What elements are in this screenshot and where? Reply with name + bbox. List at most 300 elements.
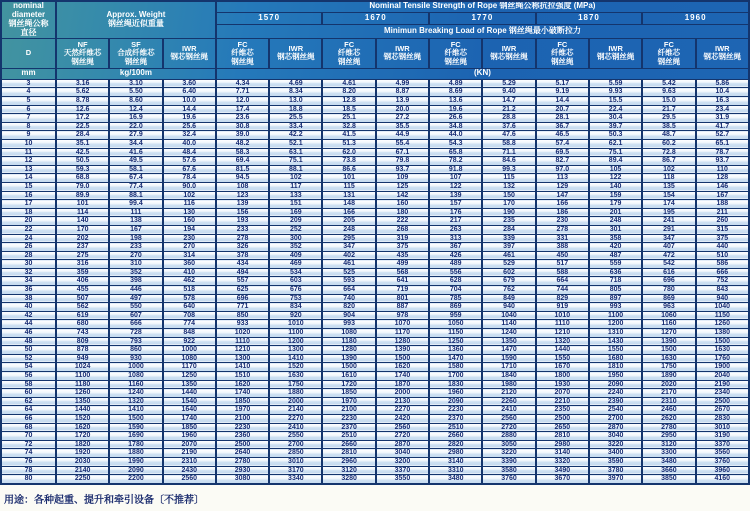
diameter-cell: 26 [1, 243, 56, 252]
breaking-load-cell: 99.3 [482, 165, 535, 174]
fc-abbr: FC [450, 39, 461, 49]
breaking-load-cell: 602 [482, 268, 535, 277]
weight-cell: 2030 [56, 457, 109, 466]
diameter-cell: 70 [1, 432, 56, 441]
breaking-load-cell: 3010 [269, 457, 322, 466]
weight-cell: 67.6 [163, 165, 216, 174]
weight-cell: 99.4 [109, 200, 162, 209]
spec-row [1, 174, 749, 183]
weight-cell: 809 [56, 337, 109, 346]
weight-cell: 12.4 [109, 105, 162, 114]
breaking-load-cell: 753 [269, 294, 322, 303]
breaking-load-cell: 2420 [376, 414, 429, 423]
weight-cell: 1024 [56, 363, 109, 372]
breaking-load-cell: 2410 [482, 406, 535, 415]
weight-header-en: Approx. Weight [106, 9, 166, 19]
weight-cell: 198 [109, 234, 162, 243]
breaking-load-cell: 3200 [376, 457, 429, 466]
col-header-fc-1770 [429, 38, 482, 68]
breaking-load-cell: 50.3 [589, 131, 642, 140]
breaking-load-cell: 20.7 [536, 105, 589, 114]
breaking-load-cell: 347 [322, 243, 375, 252]
breaking-load-cell: 1750 [269, 380, 322, 389]
breaking-load-cell: 420 [589, 243, 642, 252]
diameter-cell: 44 [1, 320, 56, 329]
col-header-fc-1870 [536, 38, 589, 68]
diameter-cell: 74 [1, 449, 56, 458]
breaking-load-cell: 129 [536, 182, 589, 191]
weight-cell: 2560 [163, 475, 216, 484]
breaking-load-cell: 15.5 [589, 97, 642, 106]
breaking-load-cell: 260 [696, 217, 749, 226]
breaking-load-cell: 904 [322, 311, 375, 320]
breaking-load-cell: 963 [642, 303, 695, 312]
breaking-load-cell: 2000 [269, 397, 322, 406]
weight-cell: 32.4 [163, 131, 216, 140]
breaking-load-cell: 2230 [429, 406, 482, 415]
breaking-load-cell: 1100 [589, 311, 642, 320]
weight-cell: 3.16 [56, 79, 109, 88]
breaking-load-cell: 118 [642, 174, 695, 183]
breaking-load-cell: 1060 [642, 311, 695, 320]
spec-row [1, 320, 749, 329]
weight-cell: 1170 [163, 363, 216, 372]
breaking-load-cell: 2130 [376, 397, 429, 406]
breaking-load-cell: 2820 [429, 440, 482, 449]
breaking-load-cell: 38.5 [642, 122, 695, 131]
breaking-load-cell: 2870 [589, 423, 642, 432]
weight-cell: 1620 [56, 423, 109, 432]
breaking-load-cell: 3120 [322, 466, 375, 475]
breaking-load-cell: 3170 [269, 466, 322, 475]
breaking-load-cell: 1260 [696, 320, 749, 329]
breaking-load-cell: 44.9 [376, 131, 429, 140]
breaking-load-cell: 1700 [429, 372, 482, 381]
weight-cell: 793 [109, 337, 162, 346]
breaking-load-cell: 55.4 [376, 139, 429, 148]
diameter-cell: 9 [1, 131, 56, 140]
breaking-load-cell: 52.7 [696, 131, 749, 140]
breaking-load-cell: 86.6 [322, 165, 375, 174]
weight-cell: 1540 [163, 397, 216, 406]
breaking-load-cell: 128 [696, 174, 749, 183]
breaking-load-cell: 67.1 [376, 148, 429, 157]
col-header-iwr-1670 [376, 38, 429, 68]
breaking-load-cell: 1850 [322, 389, 375, 398]
diameter-cell: 60 [1, 389, 56, 398]
weight-cell: 6.40 [163, 88, 216, 97]
breaking-load-cell: 115 [482, 174, 535, 183]
weight-cell: 12.6 [56, 105, 109, 114]
col-header-iwr-1870 [589, 38, 642, 68]
weight-cell: 1440 [56, 406, 109, 415]
breaking-load-cell: 435 [376, 251, 429, 260]
breaking-load-cell: 426 [429, 251, 482, 260]
breaking-load-cell: 2340 [696, 389, 749, 398]
weight-cell: 619 [56, 311, 109, 320]
breaking-load-cell: 869 [642, 294, 695, 303]
spec-row [1, 380, 749, 389]
weight-cell: 562 [56, 303, 109, 312]
breaking-load-cell: 1170 [376, 329, 429, 338]
breaking-load-cell: 89.4 [589, 157, 642, 166]
grade-1870: 1870 [536, 12, 643, 24]
weight-cell: 462 [163, 277, 216, 286]
fc-zh2: 钢丝绳 [231, 56, 254, 66]
weight-cell: 1350 [56, 397, 109, 406]
weight-cell: 22.0 [109, 122, 162, 131]
breaking-load-cell: 2720 [376, 432, 429, 441]
breaking-load-cell: 3400 [589, 449, 642, 458]
breaking-load-cell: 36.7 [536, 122, 589, 131]
breaking-load-cell: 352 [269, 243, 322, 252]
weight-cell: 1350 [163, 380, 216, 389]
col-header-fc-1960 [642, 38, 695, 68]
breaking-load-cell: 1040 [696, 303, 749, 312]
breaking-load-cell: 131 [322, 191, 375, 200]
diameter-header-zh2: 直径 [20, 27, 37, 37]
breaking-load-cell: 3050 [482, 440, 535, 449]
col-header-iwr-1770 [482, 38, 535, 68]
iwr-zh1: 钢芯钢丝绳 [277, 52, 315, 62]
breaking-load-cell: 347 [642, 234, 695, 243]
breaking-load-cell: 869 [429, 303, 482, 312]
diameter-cell: 28 [1, 251, 56, 260]
breaking-load-cell: 105 [589, 165, 642, 174]
breaking-load-cell: 211 [696, 208, 749, 217]
spec-row [1, 346, 749, 355]
breaking-load-cell: 159 [589, 191, 642, 200]
weight-cell: 507 [56, 294, 109, 303]
breaking-load-cell: 16.3 [696, 97, 749, 106]
breaking-load-cell: 313 [429, 234, 482, 243]
weight-cell: 1640 [163, 406, 216, 415]
breaking-load-cell: 2500 [696, 397, 749, 406]
diameter-cell: 20 [1, 217, 56, 226]
breaking-load-cell: 2410 [269, 423, 322, 432]
weight-cell: 1080 [163, 354, 216, 363]
breaking-load-cell: 666 [696, 268, 749, 277]
diameter-cell: 50 [1, 346, 56, 355]
breaking-load-cell: 301 [589, 225, 642, 234]
breaking-load-cell: 843 [696, 286, 749, 295]
spec-row [1, 449, 749, 458]
breaking-load-cell: 117 [269, 182, 322, 191]
weight-cell: 708 [163, 311, 216, 320]
weight-cell: 1080 [109, 372, 162, 381]
breaking-load-cell: 339 [482, 234, 535, 243]
breaking-load-cell: 1280 [322, 346, 375, 355]
breaking-load-cell: 3280 [322, 475, 375, 484]
weight-cell: 410 [163, 268, 216, 277]
breaking-load-cell: 84.6 [482, 157, 535, 166]
breaking-load-cell: 132 [482, 182, 535, 191]
diameter-cell: 34 [1, 277, 56, 286]
weight-cell: 8.60 [109, 97, 162, 106]
breaking-load-cell: 2510 [322, 432, 375, 441]
breaking-load-cell: 4.61 [322, 79, 375, 88]
breaking-load-cell: 2190 [696, 380, 749, 389]
breaking-load-cell: 75.1 [269, 157, 322, 166]
spec-row [1, 303, 749, 312]
weight-header [56, 1, 216, 38]
diameter-cell: 40 [1, 303, 56, 312]
spec-row [1, 208, 749, 217]
weight-cell: 101 [56, 200, 109, 209]
breaking-load-cell: 79.8 [376, 157, 429, 166]
breaking-load-cell: 69.4 [216, 157, 269, 166]
breaking-load-cell: 34.8 [429, 122, 482, 131]
spec-row [1, 217, 749, 226]
breaking-load-cell: 1390 [376, 346, 429, 355]
col-header-iwr-1570 [269, 38, 322, 68]
breaking-load-cell: 73.8 [322, 157, 375, 166]
breaking-load-cell: 205 [322, 217, 375, 226]
weight-cell: 360 [163, 260, 216, 269]
breaking-load-cell: 1520 [269, 363, 322, 372]
weight-cell: 1590 [109, 423, 162, 432]
breaking-load-cell: 919 [536, 303, 589, 312]
weight-cell: 666 [109, 320, 162, 329]
spec-row [1, 475, 749, 484]
breaking-load-cell: 2090 [429, 397, 482, 406]
spec-row [1, 294, 749, 303]
breaking-load-cell: 57.4 [536, 139, 589, 148]
breaking-load-cell: 174 [642, 200, 695, 209]
breaking-load-cell: 525 [322, 268, 375, 277]
diameter-cell: 68 [1, 423, 56, 432]
spec-row [1, 372, 749, 381]
weight-cell: 50.5 [56, 157, 109, 166]
breaking-load-cell: 1760 [696, 354, 749, 363]
breaking-load-cell: 17.4 [216, 105, 269, 114]
grade-1670: 1670 [322, 12, 429, 24]
breaking-load-cell: 86.7 [642, 157, 695, 166]
breaking-load-cell: 139 [216, 200, 269, 209]
breaking-load-cell: 641 [376, 277, 429, 286]
breaking-load-cell: 107 [429, 174, 482, 183]
breaking-load-cell: 2100 [216, 414, 269, 423]
breaking-load-cell: 1390 [322, 354, 375, 363]
breaking-load-cell: 122 [589, 174, 642, 183]
spec-row [1, 329, 749, 338]
breaking-load-cell: 1970 [322, 397, 375, 406]
iwr-zh1: 钢芯钢丝绳 [490, 52, 528, 62]
breaking-load-cell: 28.1 [536, 114, 589, 123]
diameter-header [1, 1, 56, 38]
breaking-load-cell: 146 [696, 182, 749, 191]
spec-row [1, 354, 749, 363]
breaking-load-cell: 166 [322, 208, 375, 217]
breaking-load-cell: 81.5 [216, 165, 269, 174]
iwr-abbr: IWR [608, 43, 623, 53]
weight-cell: 1000 [109, 363, 162, 372]
diameter-cell: 11 [1, 148, 56, 157]
spec-row [1, 268, 749, 277]
diameter-cell: 30 [1, 260, 56, 269]
breaking-load-cell: 1970 [216, 406, 269, 415]
breaking-load-cell: 2240 [589, 389, 642, 398]
weight-cell: 40.0 [163, 139, 216, 148]
weight-cell: 1240 [109, 389, 162, 398]
breaking-load-cell: 744 [536, 286, 589, 295]
breaking-load-cell: 3390 [482, 457, 535, 466]
breaking-load-cell: 3040 [589, 432, 642, 441]
breaking-load-cell: 115 [322, 182, 375, 191]
breaking-load-cell: 2980 [536, 440, 589, 449]
spec-row [1, 148, 749, 157]
breaking-load-cell: 388 [536, 243, 589, 252]
breaking-load-cell: 719 [376, 286, 429, 295]
weight-cell: 5.62 [56, 88, 109, 97]
weight-cell: 2140 [56, 466, 109, 475]
breaking-load-cell: 616 [642, 268, 695, 277]
breaking-load-cell: 3140 [429, 457, 482, 466]
breaking-load-cell: 1160 [642, 320, 695, 329]
breaking-load-cell: 2660 [429, 432, 482, 441]
breaking-load-cell: 2620 [642, 414, 695, 423]
fc-zh2: 钢丝绳 [444, 56, 467, 66]
breaking-load-cell: 12.0 [216, 97, 269, 106]
breaking-load-cell: 248 [322, 225, 375, 234]
weight-cell: 398 [109, 277, 162, 286]
breaking-load-cell: 1750 [642, 363, 695, 372]
weight-cell: 10.0 [163, 97, 216, 106]
breaking-load-cell: 8.34 [269, 88, 322, 97]
breaking-load-cell: 785 [429, 294, 482, 303]
breaking-load-cell: 4.99 [376, 79, 429, 88]
weight-cell: 41.6 [109, 148, 162, 157]
breaking-load-cell: 3040 [376, 449, 429, 458]
breaking-load-cell: 169 [269, 208, 322, 217]
breaking-load-cell: 22.4 [589, 105, 642, 114]
weight-cell: 607 [109, 311, 162, 320]
weight-cell: 49.5 [109, 157, 162, 166]
breaking-load-cell: 108 [216, 182, 269, 191]
breaking-load-cell: 147 [536, 191, 589, 200]
breaking-load-cell: 993 [589, 303, 642, 312]
spec-row [1, 165, 749, 174]
diameter-cell: 42 [1, 311, 56, 320]
weight-cell: 1180 [56, 380, 109, 389]
breaking-load-cell: 230 [536, 217, 589, 226]
breaking-load-cell: 1720 [322, 380, 375, 389]
weight-cell: 270 [109, 251, 162, 260]
breaking-load-cell: 263 [429, 225, 482, 234]
breaking-load-cell: 41.5 [322, 131, 375, 140]
breaking-load-cell: 593 [322, 277, 375, 286]
breaking-load-cell: 534 [269, 268, 322, 277]
diameter-cell: 52 [1, 354, 56, 363]
breaking-load-cell: 2120 [482, 389, 535, 398]
breaking-load-cell: 60.2 [642, 139, 695, 148]
breaking-load-cell: 472 [642, 251, 695, 260]
weight-cell: 89.9 [56, 191, 109, 200]
weight-cell: 352 [109, 268, 162, 277]
weight-cell: 774 [163, 320, 216, 329]
weight-cell: 35.1 [56, 139, 109, 148]
weight-cell: 170 [56, 225, 109, 234]
sf-zh2: 钢丝绳 [124, 56, 148, 66]
breaking-load-cell: 397 [482, 243, 535, 252]
weight-cell: 27.9 [109, 131, 162, 140]
weight-cell: 202 [56, 234, 109, 243]
weight-cell: 233 [109, 243, 162, 252]
breaking-load-cell: 63.1 [269, 148, 322, 157]
iwr-abbr: IWR [395, 43, 410, 53]
breaking-load-cell: 18.8 [269, 105, 322, 114]
breaking-load-cell: 167 [696, 191, 749, 200]
breaking-load-cell: 378 [216, 251, 269, 260]
breaking-load-cell: 31.9 [696, 114, 749, 123]
breaking-load-cell: 1870 [376, 380, 429, 389]
spec-row [1, 432, 749, 441]
breaking-load-cell: 1300 [216, 354, 269, 363]
breaking-load-cell: 2020 [642, 380, 695, 389]
fc-zh1: 纤维芯 [337, 48, 361, 58]
breaking-load-cell: 2650 [536, 423, 589, 432]
breaking-load-cell: 1960 [429, 389, 482, 398]
spec-row [1, 97, 749, 106]
breaking-load-cell: 2640 [216, 449, 269, 458]
breaking-load-cell: 3220 [589, 440, 642, 449]
breaking-load-cell: 1470 [429, 354, 482, 363]
sf-abbr: SF [131, 39, 141, 49]
breaking-load-cell: 1710 [482, 363, 535, 372]
weight-cell: 48.4 [163, 148, 216, 157]
breaking-load-cell: 9.63 [642, 88, 695, 97]
diameter-cell: 4 [1, 88, 56, 97]
breaking-load-cell: 1020 [216, 329, 269, 338]
diameter-cell: 48 [1, 337, 56, 346]
breaking-load-cell: 18.5 [322, 105, 375, 114]
weight-cell: 1100 [56, 372, 109, 381]
breaking-load-cell: 1070 [376, 320, 429, 329]
breaking-load-cell: 235 [482, 217, 535, 226]
breaking-load-cell: 849 [482, 294, 535, 303]
breaking-load-cell: 42.2 [269, 131, 322, 140]
weight-cell: 78.4 [163, 174, 216, 183]
weight-cell: 114 [56, 208, 109, 217]
breaking-load-cell: 2360 [216, 432, 269, 441]
diameter-cell: 17 [1, 200, 56, 209]
weight-cell: 922 [163, 337, 216, 346]
breaking-load-cell: 4160 [696, 475, 749, 484]
diameter-cell: 14 [1, 174, 56, 183]
breaking-load-cell: 2270 [269, 414, 322, 423]
breaking-load-cell: 409 [269, 251, 322, 260]
breaking-load-cell: 1310 [589, 329, 642, 338]
breaking-load-cell: 52.1 [269, 139, 322, 148]
breaking-load-cell: 8.87 [376, 88, 429, 97]
breaking-load-cell: 1150 [429, 329, 482, 338]
breaking-load-cell: 268 [376, 225, 429, 234]
breaking-load-cell: 326 [216, 243, 269, 252]
iwr-abbr: IWR [288, 43, 304, 53]
breaking-load-cell: 5.59 [589, 79, 642, 88]
breaking-load-cell: 139 [429, 191, 482, 200]
breaking-load-cell: 771 [216, 303, 269, 312]
breaking-load-cell: 8.69 [429, 88, 482, 97]
spec-row [1, 277, 749, 286]
weight-cell: 1160 [109, 380, 162, 389]
breaking-load-cell: 1680 [589, 354, 642, 363]
breaking-load-cell: 41.7 [696, 122, 749, 131]
weight-cell: 25.6 [163, 122, 216, 131]
weight-cell: 130 [163, 208, 216, 217]
spec-row [1, 397, 749, 406]
breaking-load-cell: 148 [322, 200, 375, 209]
